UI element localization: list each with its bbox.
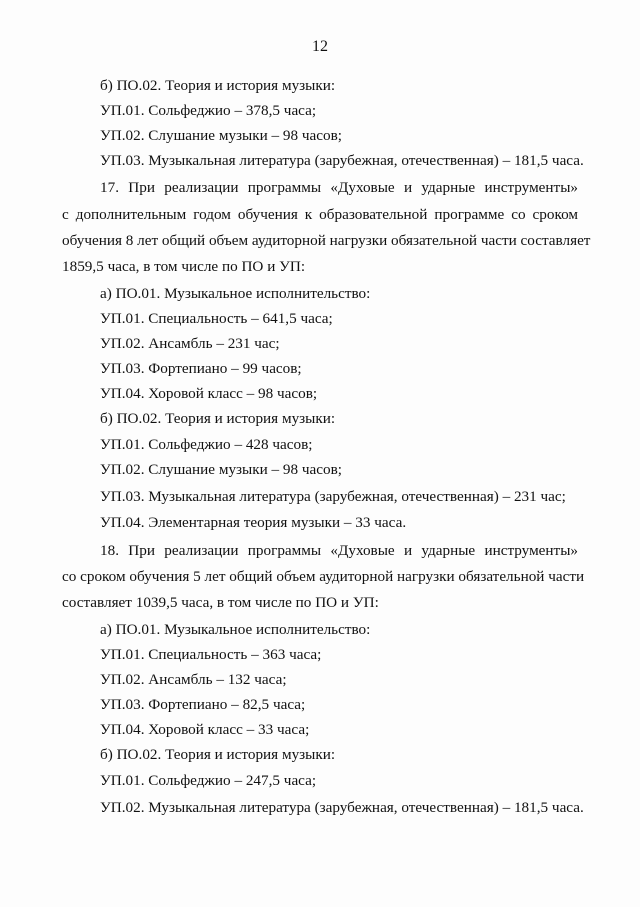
- text-line: УП.01. Специальность – 363 часа;: [100, 646, 322, 663]
- text-line: УП.01. Сольфеджио – 378,5 часа;: [100, 102, 317, 119]
- text-line: УП.01. Специальность – 641,5 часа;: [100, 310, 333, 327]
- text-line: УП.04. Хоровой класс – 98 часов;: [100, 385, 318, 402]
- paragraph-18-line: со сроком обучения 5 лет общий объем аудиторной нагрузки обязательной части: [62, 568, 585, 585]
- text-line: б) ПО.02. Теория и история музыки:: [100, 746, 336, 763]
- paragraph-17-last-line: 1859,5 часа, в том числе по ПО и УП:: [62, 258, 306, 275]
- text-line: УП.04. Хоровой класс – 33 часа;: [100, 721, 310, 738]
- paragraph-17-first-line: 17. При реализации программы «Духовые и ударные инструменты»: [100, 179, 578, 196]
- text-line: УП.04. Элементарная теория музыки – 33 часа.: [100, 514, 407, 531]
- text-line: а) ПО.01. Музыкальное исполнительство:: [100, 285, 371, 302]
- text-line: УП.02. Музыкальная литература (зарубежная, отечественная) – 181,5 часа.: [100, 799, 584, 816]
- text-line: УП.02. Слушание музыки – 98 часов;: [100, 461, 343, 478]
- text-line: УП.02. Ансамбль – 231 час;: [100, 335, 280, 352]
- text-line: УП.03. Фортепиано – 82,5 часа;: [100, 696, 306, 713]
- paragraph-17-line: с дополнительным годом обучения к образовательной программе со сроком: [62, 206, 578, 223]
- text-line: УП.02. Слушание музыки – 98 часов;: [100, 127, 343, 144]
- text-line: б) ПО.02. Теория и история музыки:: [100, 410, 336, 427]
- text-line: УП.03. Музыкальная литература (зарубежная, отечественная) – 231 час;: [100, 488, 566, 505]
- text-line: УП.03. Музыкальная литература (зарубежная, отечественная) – 181,5 часа.: [100, 152, 584, 169]
- text-line: а) ПО.01. Музыкальное исполнительство:: [100, 621, 371, 638]
- paragraph-18-first-line: 18. При реализации программы «Духовые и ударные инструменты»: [100, 542, 578, 559]
- paragraph-18-last-line: составляет 1039,5 часа, в том числе по ПО и УП:: [62, 594, 379, 611]
- text-line: УП.02. Ансамбль – 132 часа;: [100, 671, 287, 688]
- text-line: б) ПО.02. Теория и история музыки:: [100, 77, 336, 94]
- text-line: УП.01. Сольфеджио – 247,5 часа;: [100, 772, 317, 789]
- text-line: УП.03. Фортепиано – 99 часов;: [100, 360, 302, 377]
- text-line: УП.01. Сольфеджио – 428 часов;: [100, 436, 313, 453]
- page-number: 12: [312, 38, 328, 55]
- paragraph-17-line: обучения 8 лет общий объем аудиторной нагрузки обязательной части составляет: [62, 232, 591, 249]
